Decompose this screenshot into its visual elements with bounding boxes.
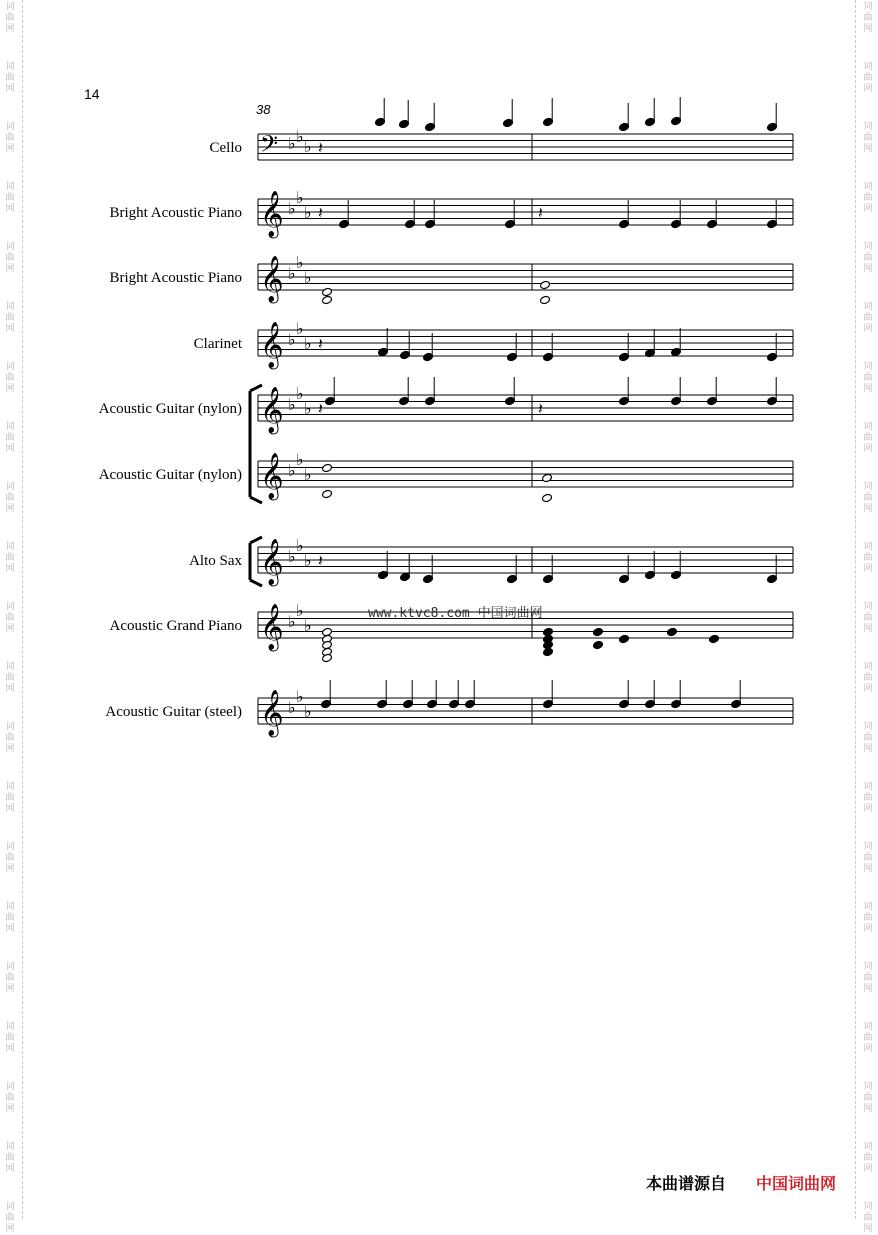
side-watermark-text: 词 曲 网 (863, 962, 873, 994)
side-watermark-text: 词 曲 网 (863, 722, 873, 754)
whole-note-head (322, 489, 333, 498)
flat-icon: ♭ (296, 687, 304, 706)
side-watermark-text: 词 曲 网 (5, 302, 15, 334)
flat-icon: ♭ (296, 188, 304, 207)
side-watermark-text: 词 曲 网 (863, 1202, 873, 1234)
instrument-label-steel-guitar: Acoustic Guitar (steel) (105, 704, 242, 720)
side-watermark-text: 词 曲 网 (863, 602, 873, 634)
note-head (709, 634, 720, 643)
side-watermark-text: 词 曲 网 (5, 722, 15, 754)
instrument-label-bright-piano-1: Bright Acoustic Piano (109, 205, 242, 221)
side-watermark-text: 词 曲 网 (863, 182, 873, 214)
instrument-label-bright-piano-2: Bright Acoustic Piano (109, 270, 242, 286)
quarter-rest-icon: 𝄽 (538, 399, 543, 418)
side-watermark-text: 词 曲 网 (863, 362, 873, 394)
side-watermark-text: 词 曲 网 (863, 422, 873, 454)
instrument-label-nylon-guitar-1: Acoustic Guitar (nylon) (98, 401, 242, 417)
side-watermark-text: 词 曲 网 (863, 1082, 873, 1114)
whole-note-head (542, 473, 553, 482)
flat-icon: ♭ (288, 134, 296, 153)
side-watermark-text: 词 曲 网 (5, 2, 15, 34)
treble-clef-icon: 𝄞 (260, 322, 284, 368)
side-watermark-text: 词 曲 网 (5, 902, 15, 934)
flat-icon: ♭ (296, 601, 304, 620)
side-watermark-text: 词 曲 网 (5, 182, 15, 214)
note-head (593, 627, 604, 636)
instrument-label-clarinet: Clarinet (193, 336, 242, 352)
side-watermark-text: 词 曲 网 (863, 122, 873, 154)
side-watermark-text: 词 曲 网 (5, 542, 15, 574)
instrument-label-cello: Cello (209, 140, 242, 156)
side-watermark-text: 词 曲 网 (5, 242, 15, 274)
whole-note-head (322, 463, 333, 472)
flat-icon: ♭ (304, 551, 312, 570)
flat-icon: ♭ (288, 199, 296, 218)
treble-clef-icon: 𝄞 (260, 191, 284, 237)
treble-clef-icon: 𝄞 (260, 387, 284, 433)
side-watermark-text: 词 曲 网 (863, 482, 873, 514)
treble-clef-icon: 𝄞 (260, 690, 284, 736)
treble-clef-icon: 𝄞 (260, 604, 284, 650)
flat-icon: ♭ (296, 450, 304, 469)
footer-site-name[interactable]: 中国词曲网 (756, 1174, 837, 1193)
flat-icon: ♭ (288, 698, 296, 717)
side-watermark-text: 词 曲 网 (5, 362, 15, 394)
page-number: 14 (84, 86, 100, 102)
side-watermark-text: 词 曲 网 (863, 842, 873, 874)
side-watermark-text: 词 曲 网 (863, 2, 873, 34)
flat-icon: ♭ (288, 395, 296, 414)
overlay-watermark: www.ktvc8.com 中国词曲网 (368, 606, 543, 621)
quarter-rest-icon: 𝄽 (318, 551, 323, 570)
side-watermark-text: 词 曲 网 (863, 1022, 873, 1054)
instrument-label-alto-sax: Alto Sax (189, 553, 242, 569)
side-watermark-text: 词 曲 网 (863, 62, 873, 94)
side-watermark-text: 词 曲 网 (5, 1022, 15, 1054)
side-watermark-text: 词 曲 网 (5, 662, 15, 694)
side-watermark-text: 词 曲 网 (5, 422, 15, 454)
note-head (593, 640, 604, 649)
footer-source-label: 本曲谱源自 (646, 1174, 727, 1193)
flat-icon: ♭ (304, 203, 312, 222)
flat-icon: ♭ (304, 616, 312, 635)
side-watermark-text: 词 曲 网 (5, 1142, 15, 1174)
side-watermark-text: 词 曲 网 (863, 1142, 873, 1174)
quarter-rest-icon: 𝄽 (538, 203, 543, 222)
flat-icon: ♭ (304, 702, 312, 721)
side-watermark-text: 词 曲 网 (863, 542, 873, 574)
quarter-rest-icon: 𝄽 (318, 138, 323, 157)
instrument-label-grand-piano: Acoustic Grand Piano (109, 618, 242, 634)
note-head (619, 634, 630, 643)
side-watermark-text: 词 曲 网 (863, 902, 873, 934)
treble-clef-icon: 𝄞 (260, 453, 284, 499)
flat-icon: ♭ (296, 127, 304, 146)
flat-icon: ♭ (296, 319, 304, 338)
side-watermark-text: 词 曲 网 (5, 122, 15, 154)
side-watermark-text: 词 曲 网 (863, 242, 873, 274)
side-watermark-text: 词 曲 网 (5, 1082, 15, 1114)
flat-icon: ♭ (288, 264, 296, 283)
bass-clef-icon: 𝄢 (260, 130, 279, 163)
side-watermark-text: 词 曲 网 (863, 782, 873, 814)
whole-note-head (540, 280, 551, 289)
quarter-rest-icon: 𝄽 (318, 334, 323, 353)
measure-number: 38 (256, 102, 271, 117)
instrument-label-nylon-guitar-2: Acoustic Guitar (nylon) (98, 467, 242, 483)
quarter-rest-icon: 𝄽 (318, 399, 323, 418)
flat-icon: ♭ (296, 536, 304, 555)
flat-icon: ♭ (288, 547, 296, 566)
note-head (667, 627, 678, 636)
quarter-rest-icon: 𝄽 (318, 203, 323, 222)
whole-note-head (322, 295, 333, 304)
side-watermark-text: 词 曲 网 (5, 962, 15, 994)
side-watermark-text: 词 曲 网 (863, 662, 873, 694)
flat-icon: ♭ (296, 253, 304, 272)
flat-icon: ♭ (288, 461, 296, 480)
side-watermark-text: 词 曲 网 (5, 1202, 15, 1234)
side-watermark-text: 词 曲 网 (5, 842, 15, 874)
flat-icon: ♭ (288, 612, 296, 631)
side-watermark-text: 词 曲 网 (5, 482, 15, 514)
flat-icon: ♭ (304, 465, 312, 484)
flat-icon: ♭ (304, 137, 312, 156)
flat-icon: ♭ (304, 268, 312, 287)
whole-note-head (322, 287, 333, 296)
side-watermark-text: 词 曲 网 (5, 62, 15, 94)
treble-clef-icon: 𝄞 (260, 539, 284, 585)
flat-icon: ♭ (296, 384, 304, 403)
side-watermark-text: 词 曲 网 (863, 302, 873, 334)
whole-note-head (540, 295, 551, 304)
flat-icon: ♭ (304, 334, 312, 353)
whole-note-head (542, 493, 553, 502)
side-watermark-text: 词 曲 网 (5, 782, 15, 814)
flat-icon: ♭ (304, 399, 312, 418)
note-head (543, 647, 554, 656)
treble-clef-icon: 𝄞 (260, 256, 284, 302)
flat-icon: ♭ (288, 330, 296, 349)
side-watermark-text: 词 曲 网 (5, 602, 15, 634)
